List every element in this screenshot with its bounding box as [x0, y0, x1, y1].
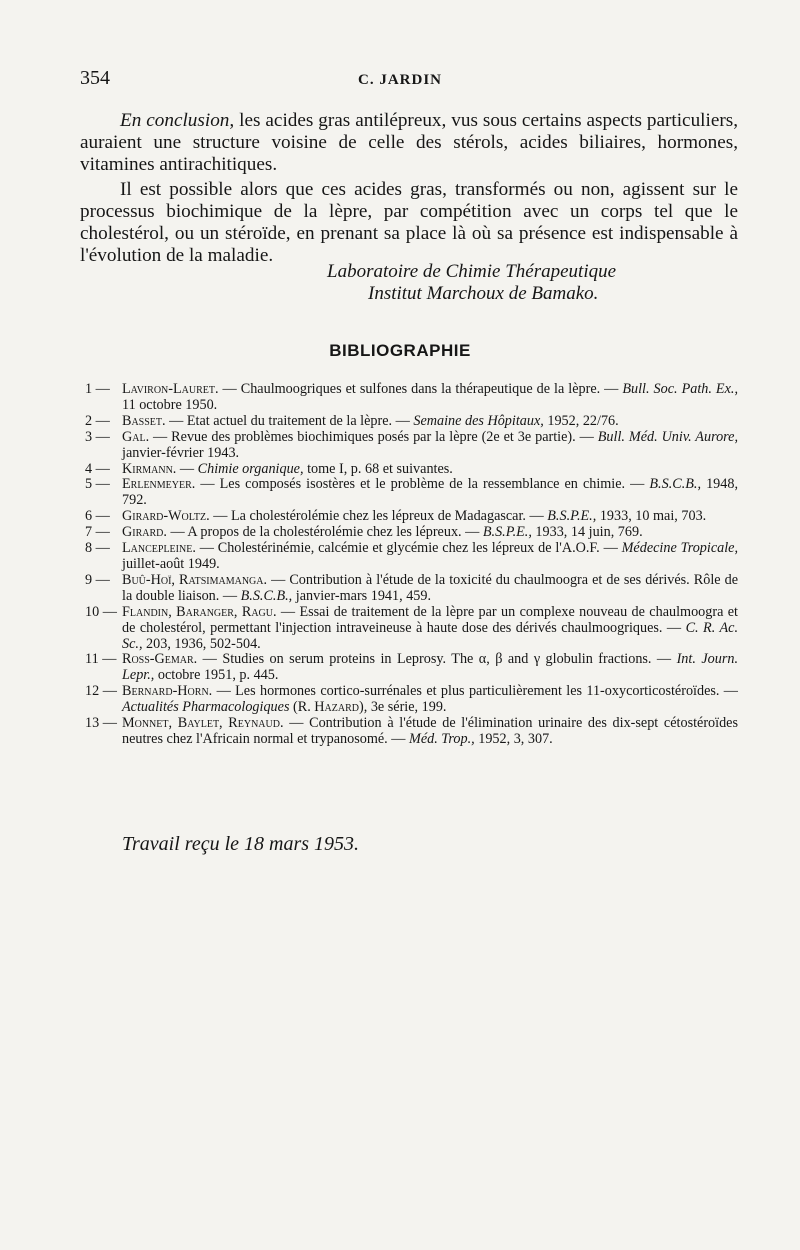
signature-laboratory: Laboratoire de Chimie Thérapeutique [327, 261, 617, 282]
ref-description: — Etat actuel du traitement de la lèpre. — [165, 412, 414, 429]
ref-text [122, 430, 738, 462]
bibliography-entry [85, 573, 738, 605]
ref-description: — Studies on serum proteins in Leprosy. The α, β and γ globulin fractions. — [197, 651, 677, 668]
ref-details-tail: ), 3e série, 199. [359, 699, 447, 716]
ref-details: tome I, p. 68 et suivantes. [303, 460, 453, 477]
ref-author: Girard-Woltz. [122, 508, 210, 525]
ref-source: Bull. Soc. Path. Ex., [622, 381, 738, 397]
ref-description: — Les hormones cortico-surrénales et plus particulièrement les 11-oxycorticostéroïdes. — [212, 683, 738, 700]
bibliography-entry [85, 716, 738, 748]
running-head: C. JARDIN [358, 72, 442, 88]
bibliography-entry [85, 430, 738, 462]
ref-details: janvier-mars 1941, 459. [292, 587, 432, 604]
ref-number: 10 — [85, 603, 117, 620]
ref-source: Méd. Trop., [409, 730, 475, 747]
ref-source: B.S.P.E., [482, 524, 532, 541]
bibliography-entry [85, 541, 738, 573]
ref-number: 11 — [85, 651, 117, 668]
ref-source: B.S.C.B., [240, 587, 293, 604]
bibliography-title: BIBLIOGRAPHIE [329, 341, 471, 360]
ref-details: 11 octobre 1950. [122, 396, 218, 413]
bibliography-entry [85, 684, 738, 716]
bibliography-entry [85, 652, 738, 684]
ref-description: — Cholestérinémie, calcémie et glycémie chez les lépreux de l'A.O.F. — [195, 540, 622, 557]
ref-author: Lancepleine. [122, 540, 196, 557]
ref-details: 1948, 792. [122, 476, 738, 509]
ref-author: Kirmann. [122, 460, 177, 477]
page-number: 354 [80, 67, 110, 89]
ref-text [122, 462, 738, 478]
ref-author: Bernard-Horn. [122, 683, 213, 700]
ref-author: Laviron-Lauret. [122, 381, 219, 397]
ref-number: 7 — [85, 524, 110, 541]
ref-text [122, 573, 738, 605]
bibliography-entry [85, 414, 738, 430]
ref-text [122, 382, 738, 414]
ref-number: 2 — [85, 412, 110, 429]
ref-number: 1 — [85, 381, 110, 397]
ref-description: — Revue des problèmes biochimiques posés par la lèpre (2e et 3e partie). — [149, 428, 598, 445]
ref-description: — Chaulmoogriques et sulfones dans la thérapeutique de la lèpre. — [218, 381, 623, 397]
ref-text [122, 525, 738, 541]
ref-text [122, 716, 738, 748]
ref-author: Flandin, Baranger, Ragu. [122, 603, 277, 620]
ref-text [122, 509, 738, 525]
ref-details: (R. [289, 699, 315, 716]
ref-number: 6 — [85, 508, 110, 525]
ref-source: Actualités Pharmacologiques [122, 699, 290, 716]
ref-number: 9 — [85, 571, 110, 588]
ref-description: — Contribution à l'étude de l'élimination urinaire des dix-sept cétostéroïdes neutres chez l'Africain normal et trypanosomé. — [122, 715, 738, 747]
ref-number: 5 — [85, 476, 110, 493]
bibliography-entry [85, 462, 738, 478]
ref-author: Gal. [122, 428, 150, 445]
ref-details: 1952, 22/76. [543, 412, 619, 429]
conclusion-lead: En conclusion, [120, 110, 235, 131]
ref-details: janvier-février 1943. [122, 444, 240, 461]
ref-description: — Les composés isostères et le problème de la ressemblance en chimie. — [195, 476, 650, 493]
conclusion-paragraph-1 [80, 110, 738, 176]
bibliography-entry [85, 605, 738, 653]
ref-details: 1933, 10 mai, 703. [596, 508, 707, 525]
ref-number: 12 — [85, 683, 117, 700]
bibliography-entry [85, 477, 738, 509]
ref-source: Chimie organique, [197, 460, 304, 477]
bibliography-list [85, 382, 738, 748]
ref-author: Girard. [122, 524, 167, 541]
ref-text [122, 684, 738, 716]
ref-number: 8 — [85, 540, 110, 557]
ref-source: B.S.P.E., [547, 508, 597, 525]
ref-details: 1933, 14 juin, 769. [531, 524, 643, 541]
ref-text [122, 414, 738, 430]
ref-author: Ross-Gemar. [122, 651, 198, 668]
ref-details: octobre 1951, p. 445. [154, 667, 279, 684]
ref-details: 1952, 3, 307. [474, 730, 553, 747]
ref-details: 203, 1936, 502-504. [142, 635, 261, 652]
bibliography-entry [85, 509, 738, 525]
ref-source: Médecine Tropicale, [621, 540, 738, 557]
ref-author: Buû-Hoï, Ratsimamanga. [122, 571, 268, 588]
ref-number: 4 — [85, 460, 110, 477]
ref-source: Semaine des Hôpitaux, [413, 412, 544, 429]
ref-description: — Essai de traitement de la lèpre par un complexe nouveau de chaulmoogra et de cholestérol, permettant l'injection intraveineuse à haute dose des dérivés chaulmoogriques. — [122, 603, 738, 636]
conclusion-text [80, 110, 738, 270]
ref-author: Monnet, Baylet, Reynaud. [122, 715, 284, 732]
ref-description: — Contribution à l'étude de la toxicité du chaulmoogra et de ses dérivés. Rôle de la double liaison. — [122, 571, 738, 604]
ref-details: juillet-août 1949. [122, 555, 220, 572]
ref-description: — La cholestérolémie chez les lépreux de Madagascar. — [209, 508, 548, 525]
received-date: Travail reçu le 18 mars 1953. [122, 833, 360, 855]
ref-source: Int. Journ. Lepr., [122, 651, 738, 684]
ref-number: 13 — [85, 715, 117, 732]
ref-text [122, 477, 738, 509]
ref-author: Erlenmeyer. [122, 476, 196, 493]
ref-author: Basset. [122, 412, 166, 429]
ref-description: — A propos de la cholestérolémie chez les lépreux. — [166, 524, 483, 541]
ref-text [122, 652, 738, 684]
ref-source: Bull. Méd. Univ. Aurore, [597, 428, 738, 445]
ref-description: — [176, 460, 198, 477]
signature-institute: Institut Marchoux de Bamako. [368, 283, 599, 304]
conclusion-paragraph-2: Il est possible alors que ces acides gras, transformés ou non, agissent sur le processus biochimique de la lèpre, par compétition avec un corps tel que le cholestérol, ou un stéroïde, en prenant sa place là où sa présence est indispensable à l'évolution de la maladie. [80, 179, 738, 266]
ref-editor: Hazard [314, 699, 359, 716]
conclusion-paragraph-1-text: les acides gras antilépreux, vus sous certains aspects particuliers, auraient une structure voisine de celle des stérols, acides biliaires, hormones, vitamines antirachitiques. [80, 110, 738, 175]
ref-source: B.S.C.B., [649, 476, 702, 493]
ref-text [122, 541, 738, 573]
bibliography-entry [85, 382, 738, 414]
ref-text [122, 605, 738, 653]
ref-number: 3 — [85, 428, 110, 445]
bibliography-entry [85, 525, 738, 541]
ref-source: C. R. Ac. Sc., [122, 619, 738, 652]
